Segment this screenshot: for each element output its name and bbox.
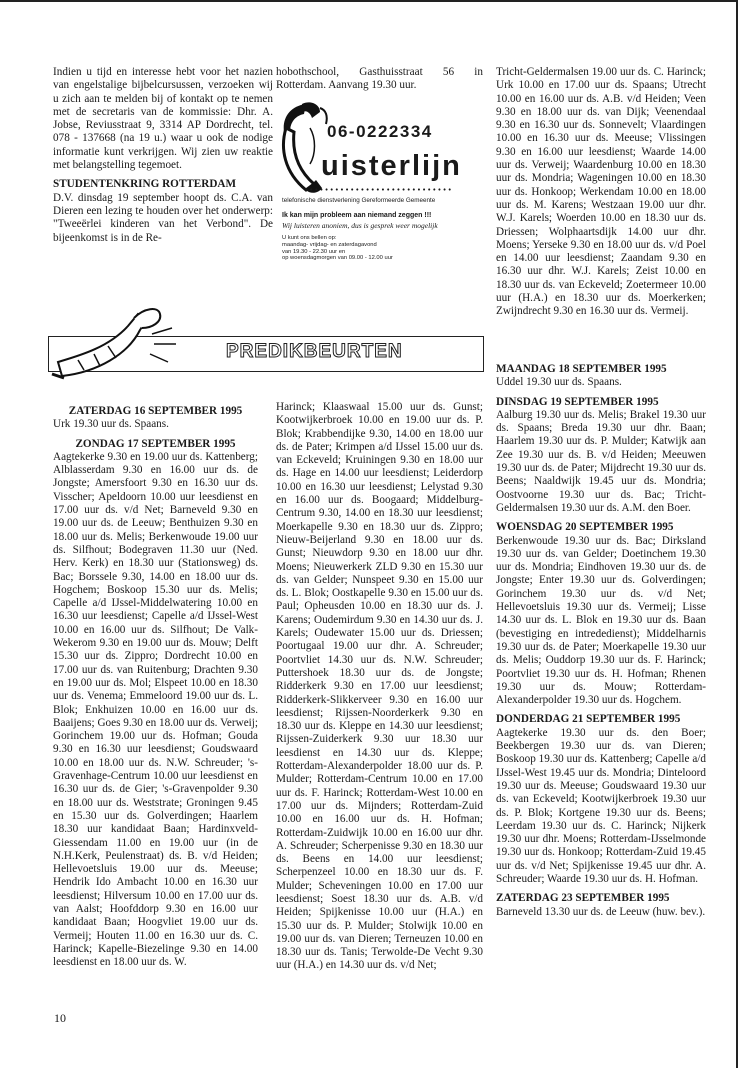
- page-edge-top: [0, 0, 738, 2]
- wednesday-20-heading: WOENSDAG 20 SEPTEMBER 1995: [496, 521, 674, 534]
- luisterlijn-advert: [276, 98, 486, 268]
- studentenkring-heading: STUDENTENKRING ROTTERDAM: [53, 178, 237, 191]
- sunday-services-continued: Tricht-Geldermalsen 19.00 uur ds. C. Harinck; Urk 10.00 en 17.00 uur ds. Spaans; Utrecht 10.00 en 16.00 uur ds. A.B. v/d Heiden; Veen 9.30 en 18.00 uur ds. van Dijk; Veenendaal 9.30 en 16.30 uur ds. Sonnevelt; Vlaardingen 10.00 en 16.30 uur ds. Meeuse; Vlissingen 9.30 en 16.00 uur leesdienst; Waarde 14.00 uur ds. Verweij; Waardenburg 10.00 en 18.30 uur ds. Mondria; Wageningen 10.00 en 18.30 uur ds. Honkoop; Werkendam 10.00 en 18.00 uur ds. M. Karens; Westzaan 19.00 uur dhr. W.J. Karels; Woerden 10.00 en 18.30 uur ds. Driessen; Wolphaartsdijk 14.00 uur dhr. Moens; Yerseke 9.30 en 18.00 uur ds. v/d Poel en 14.00 uur leesdienst; Zaandam 9.30 en 16.30 uur dhr. W.J. Karels; Zeist 10.00 en 18.30 uur ds. van Eckeveld; Zoetermeer 10.00 uur (H.A.) en 18.30 uur ds. Moerkerken; Zwijndrecht 9.30 en 16.30 uur ds. Vermeij.: [496, 66, 706, 318]
- advert-brand: uisterlijn: [321, 150, 462, 182]
- column-2-bottom: [276, 401, 483, 979]
- saturday-16-services: Urk 19.30 uur ds. Spaans.: [53, 418, 169, 431]
- thursday-21-services: Aagtekerke 19.30 uur ds. den Boer; Beekbergen 19.30 uur ds. van Dieren; Boskoop 19.30 uur ds. Kattenberg; Capelle a/d IJssel-West 19.45 uur ds. Mondria; Dinteloord 19.30 uur ds. Meeuse; Goudswaard 19.30 uur ds. van Eckeveld; Kootwijkerbroek 19.30 uur ds. P. Blok; Kortgene 19.30 uur ds. Beens; Leerdam 19.30 uur ds. C. Harinck; Nijkerk 19.30 uur dhr. Moens; Rotterdam-IJsselmonde 19.30 uur ds. Honkoop; Rotterdam-Zuid 19.45 uur ds. v/d Net; Spijkenisse 19.45 uur dhr. A. Schreuder; Waarde 19.30 uur ds. H. Hofman.: [496, 726, 706, 885]
- bible-course-paragraph: Indien u tijd en interesse hebt voor het nazien van engelstalige bijbelcursussen, verzoeken wij u zich aan te melden bij of kontakt op te nemen met de secretaris van de kommissie: Dhr. A. Jobse, Reviusstraat 9, 3314 AP Dordrecht, tel. 078 - 137668 (na 19 u.) waar u ook de nodige informatie kunt verkrijgen. Wij zien uw reaktie met belangstelling tegemoet.: [53, 66, 273, 172]
- predikbeurten-banner: [48, 304, 484, 384]
- column-1-bottom: [53, 401, 258, 975]
- advert-hours-line: U kunt ons bellen op:: [282, 235, 337, 241]
- monday-18-services: Uddel 19.30 uur ds. Spaans.: [496, 376, 622, 389]
- wednesday-20-services: Berkenwoude 19.30 uur ds. Bac; Dirksland 19.30 uur ds. van Gelder; Doetinchem 19.30 uur ds. Mondria; Eindhoven 19.30 uur ds. de Jongste; Enter 19.30 uur ds. Golverdingen; Gorinchem 19.30 uur ds. v/d Net; Hellevoetsluis 19.30 uur ds. Vermeij; Lisse 14.30 uur ds. L. Blok en 19.30 uur ds. Baan (bevestiging en intrededienst); Middelharnis 19.30 uur ds. de Pater; Moerkapelle 19.30 uur ds. Melis; Ouddorp 19.30 uur ds. F. Harinck; Poortvliet 19.30 uur ds. H. Hofman; Rhenen 19.30 uur ds. Mouw; Rotterdam-Alexanderpolder 19.30 uur ds. Hogchem.: [496, 534, 706, 707]
- advert-hours-line: op woensdagmorgen van 09.00 - 12.00 uur: [282, 255, 393, 262]
- advert-phone-number: 06-0222334: [327, 122, 433, 141]
- page-number: 10: [54, 1011, 66, 1025]
- column-3-bottom: [496, 359, 706, 925]
- advert-slogan-italic: Wij luisteren anoniem, dus is gesprek weer mogelijk: [282, 221, 438, 230]
- column-1: [53, 66, 273, 251]
- telephone-icon: [276, 98, 336, 198]
- sunday-17-services-continued: Harinck; Klaaswaal 15.00 uur ds. Gunst; Kootwijkerbroek 10.00 en 19.00 uur ds. P. Blok; Krabbendijke 9.30, 14.00 en 18.00 uur ds. de Pater; Krimpen a/d IJssel 15.00 uur ds. van Eckeveld; Kruiningen 9.30 en 18.00 uur ds. Hage en 14.00 uur leesdienst; Leiderdorp 10.00 en 16.30 uur leesdienst; Lelystad 9.30 en 16.00 uur ds. Boogaard; Middelburg-Centrum 9.30, 14.00 en 18.30 uur leesdienst; Moerkapelle 9.30 en 18.30 uur ds. Zippro; Nieuw-Beijerland 9.30 en 18.00 uur ds. Gunst; Nieuwdorp 9.30 en 18.00 uur dhr. Moens; Nieuwerkerk ZLD 9.30 en 15.30 uur ds. van Gelder; Nunspeet 9.30 en 15.00 uur ds. L. Blok; Oostkapelle 9.30 en 15.00 uur ds. Paul; Opheusden 10.00 en 18.30 uur ds. J. Karens; Oudemirdum 9.30 en 14.30 uur ds. J. Karels; Oudewater 15.00 uur ds. Driessen; Poortugaal 19.00 uur dhr. A. Schreuder; Poortvliet 14.30 uur ds. N.W. Schreuder; Puttershoek 18.30 uur ds. de Jongste; Ridderkerk 9.30 en 17.00 uur leesdienst; Ridderkerk-Slikkerveer 9.30 en 16.00 uur leesdienst; Rijssen-Noorderkerk 9.30 en 18.30 uur ds. Kleppe en 14.30 uur leesdienst; Rijssen-Zuiderkerk 9.30 uur 18.30 uur leesdienst en 14.30 uur ds. Kleppe; Rotterdam-Alexanderpolder 18.00 uur ds. P. Mulder; Rotterdam-Centrum 10.00 en 17.00 uur ds. F. Harinck; Rotterdam-West 10.00 en 17.00 uur ds. Mijnders; Rotterdam-Zuid 10.00 en 16.00 uur ds. H. Hofman; Rotterdam-Zuidwijk 10.00 en 16.00 uur dhr. A. Schreuder; Scherpenisse 9.30 en 18.30 uur ds. Beens en 14.00 uur leesdienst; Scherpenzeel 10.00 en 18.30 uur ds. F. Mulder; Scheveningen 10.00 en 17.00 uur leesdienst; Soest 18.30 uur ds. A.B. v/d Heiden; Spijkenisse 10.00 uur (H.A.) en 15.30 uur ds. P. Mulder; Stolwijk 10.00 en 19.00 uur ds. van Dieren; Terneuzen 10.00 en 18.30 uur ds. Tanis; Terwolde-De Vecht 9.30 uur (H.A.) en 14.30 uur ds. v/d Net;: [276, 401, 483, 972]
- studentenkring-continued: hobothschool, Gasthuisstraat 56 in Rotterdam. Aanvang 19.30 uur.: [276, 66, 483, 92]
- saturday-16-heading: ZATERDAG 16 SEPTEMBER 1995: [68, 405, 243, 417]
- advert-hours-line: van 19.30 - 22.30 uur en: [282, 248, 346, 255]
- advert-hours-line: maandag- vrijdag- en zaterdagavond: [282, 241, 377, 248]
- advert-hours: [282, 235, 393, 262]
- thursday-21-heading: DONDERDAG 21 SEPTEMBER 1995: [496, 713, 681, 726]
- column-2-top: [276, 66, 483, 99]
- sunday-17-services: Aagtekerke 9.30 en 19.00 uur ds. Kattenberg; Alblasserdam 9.30 en 16.00 uur ds. de Jongste; Amersfoort 9.30 en 16.30 uur ds. Visscher; Apeldoorn 10.00 uur leesdienst en 17.00 uur ds. v/d Net; Barneveld 9.30 en 19.00 uur ds. de Leeuw; Benthuizen 9.30 en 18.00 uur ds. Melis; Berkenwoude 19.00 uur ds. Silfhout; Bodegraven 11.30 uur (Ned. Herv. Kerk) en 18.30 uur (Stationsweg) ds. Bac; Borssele 9.30, 14.00 en 18.00 uur ds. Hogchem; Boskoop 15.30 uur ds. Melis; Capelle a/d IJssel-Middelwatering 10.00 en 16.30 uur leesdienst; Capelle a/d IJssel-West 10.00 en 16.00 uur ds. Silfhout; De Valk-Wekerom 9.30 en 19.00 uur ds. Mouw; Delft 15.30 uur ds. Zippro; Dordrecht 10.00 en 17.00 uur ds. van Ruitenburg; Drachten 9.30 en 19.00 uur ds. Mol; Elspeet 10.00 en 18.30 uur ds. Venema; Emmeloord 19.00 uur ds. L. Blok; Enkhuizen 10.00 en 16.00 uur ds. Baaijens; Goes 9.30 en 18.00 uur ds. Verweij; Gorinchem 19.00 uur ds. Hofman; Gouda 9.30 en 16.30 uur leesdienst; Goudswaard 10.00 en 18.00 uur ds. N.W. Schreuder; 's-Gravenhage-Centrum 10.00 uur leesdienst en 16.30 uur ds. de Gier; 's-Gravenpolder 9.30 en 18.00 uur ds. Weststrate; Groningen 9.45 en 15.30 uur ds. Golverdingen; Haarlem 18.30 uur kandidaat Baan; Hardinxveld-Giessendam 11.00 en 19.00 uur (in de N.H.Kerk, Peulenstraat) ds. B. v/d Heiden; Hellevoetsluis 19.00 uur ds. Meeuse; Hendrik Ido Ambacht 10.00 en 16.30 uur leesdienst; Hilversum 10.00 en 17.00 uur ds. van Aalst; Hoofddorp 9.30 en 16.00 uur kandidaat Baan; Hoogvliet 19.00 uur ds. Vermeij; Houten 11.00 en 16.30 uur ds. C. Harinck; Kapelle-Biezelinge 9.30 en 14.00 leesdienst en 18.00 uur ds. W.: [53, 450, 258, 969]
- shofar-horn-icon: [48, 304, 178, 384]
- tuesday-19-services: Aalburg 19.30 uur ds. Melis; Brakel 19.30 uur ds. Spaans; Breda 19.30 uur dhr. Baan; Haarlem 19.30 uur ds. P. Mulder; Katwijk aan Zee 19.30 uur ds. B. v/d Heiden; Meeuwen 19.30 uur ds. de Pater; Mijdrecht 19.30 uur ds. Beens; Naaldwijk 19.45 uur ds. Mondria; Oostvoorne 19.30 uur ds. Bac; Tricht-Geldermalsen 19.30 uur ds. A.M. den Boer.: [496, 408, 706, 514]
- advert-subtitle: telefonische dienstverlening Gereformeerde Gemeente: [282, 197, 436, 204]
- studentenkring-paragraph: D.V. dinsdag 19 september hoopt ds. C.A. van Dieren een lezing te houden over het onderwerp: "Tweeërlei kinderen van het Verbond". De bijeenkomst is in de Re-: [53, 191, 273, 244]
- saturday-23-heading: ZATERDAG 23 SEPTEMBER 1995: [496, 892, 670, 905]
- column-3-top: [496, 66, 706, 325]
- tuesday-19-heading: DINSDAG 19 SEPTEMBER 1995: [496, 395, 659, 408]
- banner-title: PREDIKBEURTEN: [226, 341, 403, 362]
- saturday-23-services: Barneveld 13.30 uur ds. de Leeuw (huw. bev.).: [496, 905, 706, 918]
- sunday-17-heading: ZONDAG 17 SEPTEMBER 1995: [75, 437, 236, 450]
- monday-18-heading: MAANDAG 18 SEPTEMBER 1995: [496, 363, 667, 375]
- advert-slogan: Ik kan mijn probleem aan niemand zeggen !!!: [282, 212, 432, 219]
- advert-decoration: •••••••••••••••••••••••••••••: [304, 186, 453, 194]
